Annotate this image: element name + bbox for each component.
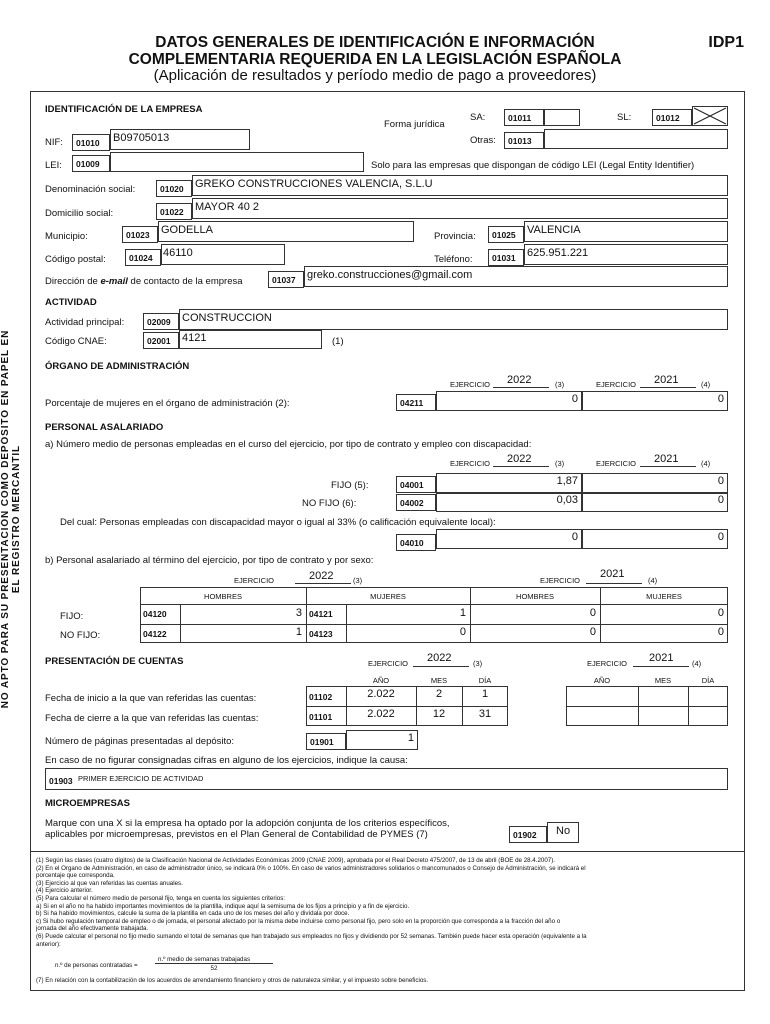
email-code: 01037 <box>268 271 304 288</box>
provincia-code: 01025 <box>488 226 524 243</box>
section-personal-heading: PERSONAL ASALARIADO <box>45 422 164 433</box>
sa-label: SA: <box>470 112 486 123</box>
personal-a-label: a) Número medio de personas empleadas en el curso del ejercicio, por tipo de contrato y empleo con discapacidad: <box>45 439 532 450</box>
email-value: greko.construcciones@gmail.com <box>307 269 473 281</box>
personal-note-1: (3) <box>555 459 565 468</box>
nofijo-2022-value: 0,03 <box>556 494 578 506</box>
discapacidad-label: Del cual: Personas empleadas con discapacidad mayor o igual al 33% (o calificación equivalente local): <box>60 517 496 528</box>
b-fijo-m-2021-value: 0 <box>717 607 724 619</box>
b-fijo-label: FIJO: <box>60 611 84 622</box>
footnote-line: (7) En relación con la contabilización de los acuerdos de arrendamiento financiero y otros de naturaleza similar, y el impuesto sobre beneficios. <box>36 977 429 984</box>
organo-year-2: 2021 <box>654 374 679 386</box>
otras-label: Otras: <box>470 135 496 146</box>
sl-label: SL: <box>617 112 632 123</box>
municipio-label: Municipio: <box>45 231 88 242</box>
b-nofijo-h-2021-value: 0 <box>589 626 596 638</box>
domicilio-label: Domicilio social: <box>45 208 114 219</box>
paginas-label: Número de páginas presentadas al depósito: <box>45 736 235 747</box>
section-identificacion-heading: IDENTIFICACIÓN DE LA EMPRESA <box>45 104 203 115</box>
underline <box>640 387 696 388</box>
fecha-inicio-dia: 1 <box>481 688 489 700</box>
formula-denominator: 52 <box>210 965 218 972</box>
lei-label: LEI: <box>45 160 62 171</box>
underline <box>493 466 549 467</box>
forma-juridica-label: Forma jurídica <box>384 119 445 130</box>
anio-header-2021: AÑO <box>593 676 611 685</box>
b-nofijo-label: NO FIJO: <box>60 630 101 641</box>
organo-ejercicio-label-2: EJERCICIO <box>596 380 637 389</box>
footnote-line: jornada del año efectivamente trabajada. <box>36 925 149 933</box>
fijo-code: 04001 <box>396 476 436 493</box>
provincia-value: VALENCIA <box>527 224 581 236</box>
organo-ejercicio-label-1: EJERCICIO <box>450 380 491 389</box>
sl-code: 01012 <box>652 109 692 126</box>
domicilio-code: 01022 <box>156 203 192 220</box>
footnote-line: (5) Para calcular el número medio de personal fijo, tenga en cuenta los siguientes criterios: <box>36 894 286 902</box>
cnae-code: 02001 <box>143 332 179 349</box>
footnote-line: anterior): <box>36 940 61 948</box>
telefono-value: 625.951.221 <box>527 247 589 259</box>
b-note-1: (3) <box>353 576 363 585</box>
footnotes <box>36 857 738 948</box>
footnote-line: porcentaje que corresponda. <box>36 872 115 880</box>
otras-code: 01013 <box>504 132 544 149</box>
footnote-line: (4) Ejercicio anterior. <box>36 887 93 895</box>
discapacidad-code: 04010 <box>396 534 436 551</box>
mes-header-2022: MES <box>430 676 448 685</box>
email-label: Dirección de e-mail de contacto de la empresa <box>45 276 243 287</box>
domicilio-field[interactable] <box>192 198 728 219</box>
causa-value: PRIMER EJERCICIO DE ACTIVIDAD <box>78 774 204 783</box>
personal-ejercicio-label-2: EJERCICIO <box>596 459 637 468</box>
b-nofijo-m-2022-value: 0 <box>459 626 466 638</box>
b-nofijo-m-code: 04123 <box>309 629 333 639</box>
cuentas-year-2: 2021 <box>649 652 674 664</box>
table-rule <box>638 686 639 726</box>
cnae-value: 4121 <box>182 332 207 344</box>
fijo-2022-value: 1,87 <box>556 475 578 487</box>
footnote-line: c) Si hubo regulación temporal de empleo o de jornada, el personal afectado por la misma debe incluirse como personal fijo, pero solo en la proporción que corresponda a la fracción del año o <box>36 917 561 925</box>
section-organo-heading: ÓRGANO DE ADMINISTRACIÓN <box>45 361 190 372</box>
notes-divider <box>30 851 744 852</box>
discapacidad-2021-value: 0 <box>717 531 724 543</box>
nif-value: B09705013 <box>113 132 170 144</box>
footnote-line: (1) Según las clases (cuatro dígitos) de la Clasificación Nacional de Actividades Económicas 2009 (CNAE 2009), aprobada por el Real Decreto 475/2007, de 13 de abril (BOE de 28.4.2007). <box>36 857 556 864</box>
provincia-label: Provincia: <box>434 231 476 242</box>
porcentaje-label: Porcentaje de mujeres en el órgano de administración (2): <box>45 398 290 409</box>
nif-code: 01010 <box>72 134 110 151</box>
domicilio-value: MAYOR 40 2 <box>195 201 259 213</box>
organo-note-2: (4) <box>701 380 711 389</box>
table-rule <box>566 706 728 707</box>
cp-code: 01024 <box>125 249 161 266</box>
cp-label: Código postal: <box>45 254 106 265</box>
b-nofijo-h-code: 04122 <box>143 629 167 639</box>
fijo-2021-value: 0 <box>717 475 724 487</box>
sl-checkbox[interactable] <box>692 106 728 126</box>
micro-text-line1: Marque con una X si la empresa ha optado por la adopción conjunta de los criterios específicos, <box>45 818 450 829</box>
form-title-line1: DATOS GENERALES DE IDENTIFICACIÓN E INFORMACIÓN <box>155 34 595 51</box>
personal-year-1: 2022 <box>507 453 532 465</box>
porcentaje-2021-value: 0 <box>717 393 724 405</box>
table-rule <box>140 604 728 605</box>
underline <box>586 583 642 584</box>
table-rule <box>688 686 689 726</box>
form-title-line2: COMPLEMENTARIA REQUERIDA EN LA LEGISLACIÓN ESPAÑOLA <box>128 51 622 68</box>
cnae-note: (1) <box>332 336 344 347</box>
micro-code: 01902 <box>509 826 547 843</box>
personal-year-2: 2021 <box>654 453 679 465</box>
fecha-cierre-dia: 31 <box>478 708 492 720</box>
hombres-2022-header: HOMBRES <box>204 592 242 601</box>
nif-label: NIF: <box>45 137 63 148</box>
paginas-code: 01901 <box>306 733 346 750</box>
cuentas-note-2: (4) <box>692 659 702 668</box>
organo-note-1: (3) <box>555 380 565 389</box>
fecha-inicio-code: 01102 <box>309 692 333 702</box>
nofijo-code: 04002 <box>396 494 436 511</box>
personal-b-label: b) Personal asalariado al término del ejercicio, por tipo de contrato y por sexo: <box>45 555 374 566</box>
underline <box>633 666 689 667</box>
nofijo-2021-value: 0 <box>717 494 724 506</box>
porcentaje-2022-value: 0 <box>571 393 578 405</box>
paginas-value: 1 <box>407 732 414 744</box>
formula-numerator: n.º medio de semanas trabajadas <box>158 956 251 963</box>
formula-left: n.º de personas contratadas = <box>55 962 138 969</box>
cuentas-ejercicio-label-1: EJERCICIO <box>368 659 409 668</box>
sa-checkbox[interactable] <box>544 109 580 126</box>
footnote-line: (6) Puede calcular el personal no fijo medio sumando el total de semanas que han trabajado sus empleados no fijos y dividiendo por 52 semanas. También puede hacer esta operación (equivalente a la <box>36 932 587 940</box>
form-code: IDP1 <box>708 34 744 51</box>
micro-value: No <box>556 825 571 837</box>
formula-fraction-bar <box>155 963 273 964</box>
fecha-inicio-mes: 2 <box>435 688 443 700</box>
table-rule <box>140 624 728 625</box>
organo-year-1: 2022 <box>507 374 532 386</box>
fecha-inicio-label: Fecha de inicio a la que van referidas las cuentas: <box>45 693 257 704</box>
denominacion-code: 01020 <box>156 180 192 197</box>
section-cuentas-heading: PRESENTACIÓN DE CUENTAS <box>45 656 184 667</box>
b-ejercicio-label-2: EJERCICIO <box>540 576 581 585</box>
fijo-label: FIJO (5): <box>331 480 369 491</box>
underline <box>413 666 469 667</box>
dia-header-2021: DÍA <box>701 676 715 685</box>
actividad-principal-code: 02009 <box>143 313 179 330</box>
section-micro-heading: MICROEMPRESAS <box>45 798 130 809</box>
footnote-line: (2) En el Órgano de Administración, en caso de administrador único, se indicará 0% o 100%. En caso de varios administradores solidarios o mancomunados o Consejo de Administración, se indicará el <box>36 864 586 872</box>
personal-ejercicio-label-1: EJERCICIO <box>450 459 491 468</box>
b-fijo-h-2021-value: 0 <box>589 607 596 619</box>
dia-header-2022: DÍA <box>478 676 492 685</box>
footnote-line: b) Si ha habido movimientos, calcule la suma de la plantilla en cada uno de los meses del año y divídala por doce. <box>36 910 350 918</box>
b-ejercicio-label-1: EJERCICIO <box>234 576 275 585</box>
b-note-2: (4) <box>648 576 658 585</box>
b-fijo-h-code: 04120 <box>143 609 167 619</box>
municipio-code: 01023 <box>122 226 158 243</box>
b-fijo-h-2022-value: 3 <box>295 607 302 619</box>
otras-field[interactable] <box>544 129 728 149</box>
fecha-inicio-anio: 2.022 <box>367 688 395 700</box>
fecha-cierre-mes: 12 <box>432 708 446 720</box>
fecha-cierre-label: Fecha de cierre a la que van referidas las cuentas: <box>45 713 259 724</box>
fecha-cierre-code: 01101 <box>309 712 333 722</box>
cp-value: 46110 <box>163 247 193 259</box>
b-fijo-m-2022-value: 1 <box>459 607 466 619</box>
causa-label: En caso de no figurar consignadas cifras en alguno de los ejercicios, indique la causa: <box>45 755 408 766</box>
mujeres-2021-header: MUJERES <box>646 592 682 601</box>
b-nofijo-h-2022-value: 1 <box>295 626 302 638</box>
b-year-1: 2022 <box>309 570 334 582</box>
mujeres-2022-header: MUJERES <box>370 592 406 601</box>
denominacion-label: Denominación social: <box>45 184 136 195</box>
underline <box>640 466 696 467</box>
underline <box>295 583 351 584</box>
x-mark-icon <box>693 107 727 125</box>
cnae-label: Código CNAE: <box>45 336 107 347</box>
lei-note: Solo para las empresas que dispongan de código LEI (Legal Entity Identifier) <box>371 160 695 171</box>
personal-note-2: (4) <box>701 459 711 468</box>
b-year-2: 2021 <box>600 568 625 580</box>
telefono-code: 01031 <box>488 249 524 266</box>
hombres-2021-header: HOMBRES <box>516 592 554 601</box>
municipio-value: GODELLA <box>161 224 213 236</box>
denominacion-value: GREKO CONSTRUCCIONES VALENCIA, S.L.U <box>195 178 433 190</box>
sa-code: 01011 <box>504 109 544 126</box>
lei-field[interactable] <box>110 152 364 172</box>
causa-code: 01903 <box>49 776 73 786</box>
table-rule <box>306 706 508 707</box>
fecha-cierre-anio: 2.022 <box>367 708 395 720</box>
underline <box>493 387 549 388</box>
micro-text-line2: aplicables por microempresas, previstos en el Plan General de Contabilidad de PYMES (7) <box>45 829 428 840</box>
telefono-label: Teléfono: <box>434 254 473 265</box>
lei-code: 01009 <box>72 155 110 172</box>
mes-header-2021: MES <box>654 676 672 685</box>
actividad-principal-label: Actividad principal: <box>45 317 125 328</box>
b-nofijo-m-2021-value: 0 <box>717 626 724 638</box>
cuentas-note-1: (3) <box>473 659 483 668</box>
nofijo-label: NO FIJO (6): <box>302 498 357 509</box>
porcentaje-code: 04211 <box>396 394 436 411</box>
anio-header-2022: AÑO <box>372 676 390 685</box>
b-fijo-m-code: 04121 <box>309 609 333 619</box>
footnote-7 <box>36 977 738 985</box>
sidebar-notice: NO APTO PARA SU PRESENTACIÓN COMO DEPÓSITO EN PAPEL EN EL REGISTRO MERCANTIL <box>0 329 22 709</box>
footnote-line: a) Si en el año no ha habido importantes movimientos de la plantilla, indique aquí la semisuma de los fijos a principio y a fin de ejercicio. <box>36 902 410 910</box>
cuentas-year-1: 2022 <box>427 652 452 664</box>
section-actividad-heading: ACTIVIDAD <box>45 297 97 308</box>
footnote-line: (3) Ejercicio al que van referidas las cuentas anuales. <box>36 879 183 887</box>
form-subtitle: (Aplicación de resultados y período medio de pago a proveedores) <box>153 67 597 84</box>
discapacidad-2022-value: 0 <box>571 531 578 543</box>
cuentas-ejercicio-label-2: EJERCICIO <box>587 659 628 668</box>
actividad-principal-value: CONSTRUCCION <box>182 312 272 324</box>
